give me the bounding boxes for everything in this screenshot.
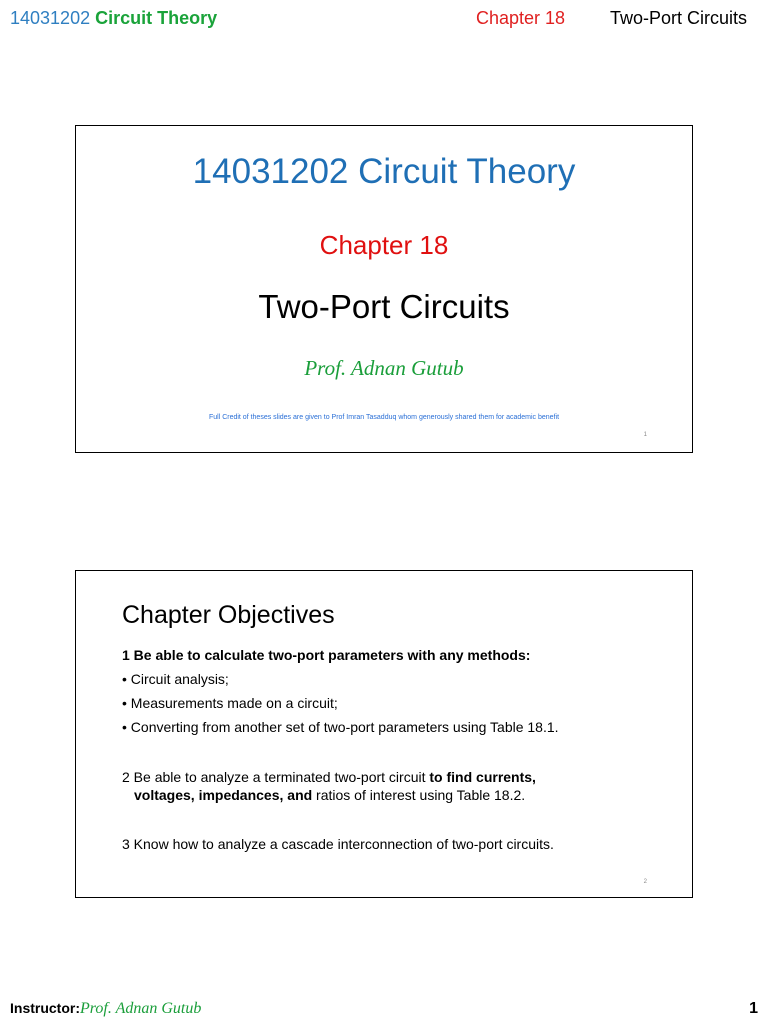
header-course [10, 6, 217, 30]
bullet-converting: • Converting from another set of two-port parameters using Table 18.1. [122, 719, 559, 735]
course-name: Circuit Theory [95, 8, 218, 28]
objective-1-text: 1 Be able to calculate two-port parameters with any methods: [122, 647, 531, 663]
slide-subtitle: Two-Port Circuits [258, 288, 510, 325]
bullet-measurements: • Measurements made on a circuit; [122, 695, 338, 711]
objective-1 [122, 647, 530, 663]
slide-number: 2 [643, 879, 647, 885]
objective-3: 3 Know how to analyze a cascade interconnection of two-port circuits. [122, 836, 554, 852]
header-chapter: Chapter 18 [476, 8, 566, 28]
objective-2-text-c: voltages, impedances, and [134, 787, 313, 803]
slide-1 [75, 125, 693, 453]
slide-title: 14031202 Circuit Theory [192, 152, 576, 191]
instructor-name: Prof. Adnan Gutub [80, 1000, 202, 1017]
header-topic: Two-Port Circuits [610, 8, 748, 28]
slide-credit: Full Credit of theses slides are given to Prof Imran Tasadduq whom generously shared them for academic benefit [208, 414, 560, 421]
bullet-circuit-analysis: • Circuit analysis; [122, 671, 229, 687]
footer-instructor [10, 1000, 201, 1018]
objectives-heading: Chapter Objectives [122, 601, 335, 629]
page-number: 1 [749, 1000, 758, 1017]
slide-2 [75, 570, 693, 898]
objective-2-text-d: ratios of interest using Table 18.2. [312, 787, 526, 803]
slide-number: 1 [643, 432, 647, 438]
slide-chapter: Chapter 18 [319, 230, 449, 260]
objective-2-text-a: 2 Be able to analyze a terminated two-port circuit [122, 769, 430, 785]
slide-author: Prof. Adnan Gutub [304, 356, 464, 380]
course-code: 14031202 [10, 8, 91, 28]
objective-2-cont [134, 787, 525, 803]
objective-2 [122, 769, 536, 785]
instructor-label: Instructor: [10, 1000, 80, 1016]
objective-2-text-b: to find currents, [429, 769, 536, 785]
